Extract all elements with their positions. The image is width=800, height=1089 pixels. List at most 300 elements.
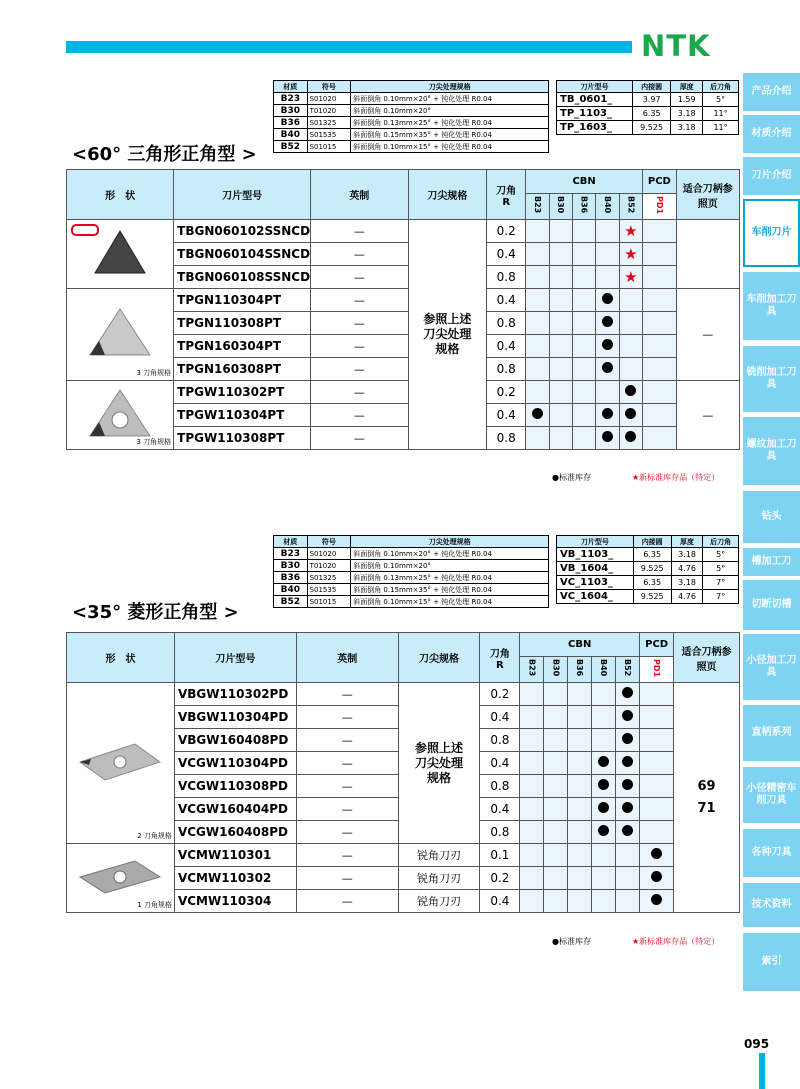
grade-availability [616,775,640,798]
header-grade [596,194,619,220]
header-grade [619,194,643,220]
grade-availability [619,358,643,381]
hand-value: — [296,821,398,844]
insert-model: TBGN060104SSNCD [174,243,311,266]
edge-cell: B30 [274,560,308,572]
grade-availability [572,312,595,335]
grade-availability [520,752,544,775]
corner-radius: 0.8 [487,312,526,335]
grade-availability [549,358,572,381]
header-radius-label: 刀角 [489,648,510,660]
pcd-availability [640,890,674,913]
ref-page-cell: — [676,381,739,450]
edge-cell: S01325 [307,572,351,584]
side-nav-item[interactable]: 刀片介绍 [743,157,800,195]
side-nav-item[interactable]: 技术资料 [743,883,800,927]
side-nav-item[interactable]: 产品介绍 [743,73,800,111]
header-model: 刀片型号 [174,633,296,683]
grade-availability [592,683,616,706]
side-nav-item[interactable]: 材质介绍 [743,115,800,153]
insert-shape-image [75,303,165,363]
header-spec: 刀尖规格 [398,633,480,683]
stock-dot-icon [598,825,609,836]
insert-model: VCMW110304 [174,890,296,913]
geo-cell: 6.35 [633,548,671,562]
hand-value: — [296,752,398,775]
edge-spec-reference [408,220,487,450]
grade-availability [520,890,544,913]
main-header-row [67,170,740,194]
side-nav-item[interactable]: 小径精密车削刀具 [743,767,800,823]
grade-availability [616,752,640,775]
corner-radius: 0.1 [480,844,520,867]
grade-availability [526,243,549,266]
stock-dot-icon [625,385,636,396]
corner-radius: 0.8 [487,266,526,289]
grade-availability [544,706,568,729]
header-grade [549,194,572,220]
header-radius-r: R [502,196,511,208]
stock-dot-icon [625,408,636,419]
grade-availability [526,381,549,404]
section1-heading: <60° 三角形正角型 > [72,144,257,165]
pcd-availability [640,867,674,890]
stock-dot-icon [622,710,633,721]
geo-cell: VB_1103_ [557,548,634,562]
grade-availability [616,729,640,752]
side-nav-item[interactable]: 车削刀片 [743,199,800,267]
edge-spec-reference [398,683,480,844]
hand-value: — [311,358,409,381]
grade-availability [592,752,616,775]
grade-availability [619,427,643,450]
corner-radius: 0.2 [480,867,520,890]
corner-radius: 0.2 [487,381,526,404]
geo-cell: 4.76 [671,562,703,576]
grade-availability [616,867,640,890]
header-pcd-grade [643,194,677,220]
grade-availability [596,335,619,358]
grade-availability [526,289,549,312]
corner-radius: 0.4 [480,798,520,821]
grade-availability [596,289,619,312]
edge-row [274,560,549,572]
insert-model: TPGW110302PT [174,381,311,404]
geo-header-row [557,536,739,548]
legend-new-2: ★新标准库存品（特定） [632,937,720,946]
edge-cell: 斜面倒角 0.10mm×15° + 钝化处理 R0.04 [351,141,549,153]
edge-cell: S01020 [307,93,351,105]
header-shape: 形 状 [67,633,175,683]
grade-availability [596,220,619,243]
insert-model: VBGW110304PD [174,706,296,729]
geo-cell: VB_1604_ [557,562,634,576]
grade-availability [568,844,592,867]
grade-availability [526,335,549,358]
header-ref-line1: 适合刀柄参 [681,646,732,658]
side-nav-item[interactable]: 螺纹加工刀具 [743,417,800,485]
edge-header-cell: 刀尖处理规格 [351,536,549,548]
insert-shape-image [75,384,165,444]
spec-line: 刀尖处理 [423,327,472,341]
spec-line: 参照上述 [423,312,472,326]
new-stock-star-icon: ★ [624,244,638,263]
edge-header-cell: 符号 [307,81,351,93]
grade-availability [572,243,595,266]
hand-value: — [311,312,409,335]
edge-spec-value: 锐角刀刃 [398,844,480,867]
grade-label: B40 [599,659,609,677]
grade-availability [520,729,544,752]
edge-row [274,548,549,560]
main-header-row [67,633,740,657]
edge-header-row [274,536,549,548]
geo-header-cell: 厚度 [671,81,703,93]
insert-shape-image [75,732,165,792]
stock-dot-icon [602,362,613,373]
geo-cell: 11° [703,107,739,121]
pcd-grade-label: PD1 [652,658,662,678]
grade-label: B40 [602,196,612,214]
edge-cell: B23 [274,548,308,560]
product-table-2 [66,632,740,913]
side-nav-item[interactable]: 各种刀具 [743,829,800,877]
page-number: 095 [744,1037,770,1051]
insert-shape-cell [67,844,175,913]
product-row [67,683,740,706]
edge-cell: 斜面倒角 0.15mm×35° + 钝化处理 R0.04 [351,129,549,141]
grade-availability [596,358,619,381]
grade-availability [592,890,616,913]
geo-cell: 9.525 [632,121,670,135]
edge-header-row [274,81,549,93]
stock-dot-icon [602,316,613,327]
ref-page: 69 [697,778,716,794]
grade-availability [572,266,595,289]
corner-radius: 0.4 [480,706,520,729]
edge-cell: 斜面倒角 0.10mm×20° + 钝化处理 R0.04 [351,548,549,560]
grade-availability [568,729,592,752]
grade-availability [544,844,568,867]
grade-availability [616,890,640,913]
product-row [67,844,740,867]
hand-value: — [311,220,409,243]
grade-availability [572,358,595,381]
stock-dot-icon [622,779,633,790]
shape-caption: 3 刀角规格 [136,438,172,446]
insert-shape-cell [67,220,174,289]
edge-row [274,105,549,117]
geo-cell: 9.525 [633,562,671,576]
grade-availability [572,220,595,243]
header-radius-r: R [496,659,504,671]
edge-cell: S01325 [307,117,351,129]
edge-row [274,572,549,584]
header-pcd: PCD [640,633,674,657]
pcd-availability [640,729,674,752]
grade-label: B52 [623,659,633,677]
edge-header-cell: 材质 [274,81,308,93]
grade-availability [592,867,616,890]
pcd-availability [643,404,677,427]
grade-availability [520,821,544,844]
pcd-availability [640,798,674,821]
side-nav-item[interactable]: 槽加工刀 [743,548,800,576]
insert-model: TBGN060108SSNCD [174,266,311,289]
grade-availability [568,706,592,729]
corner-radius: 0.8 [487,358,526,381]
edge-cell: T01020 [307,105,351,117]
grade-availability [526,312,549,335]
edge-row [274,129,549,141]
geo-cell: TP_1103_ [557,107,633,121]
corner-radius: 0.4 [480,890,520,913]
insert-shape-cell [67,683,175,844]
stock-dot-icon [622,802,633,813]
geo-header-cell: 刀片型号 [557,536,634,548]
header-hand: 英制 [296,633,398,683]
grade-availability [549,335,572,358]
header-cbn: CBN [526,170,643,194]
grade-availability [572,427,595,450]
grade-availability [568,798,592,821]
header-ref-page [674,633,740,683]
header-pcd-grade [640,657,674,683]
pcd-availability [643,358,677,381]
stock-dot-icon [602,293,613,304]
hand-value: — [296,729,398,752]
grade-availability [520,867,544,890]
stock-dot-icon [602,339,613,350]
grade-availability [549,266,572,289]
hand-value: — [311,266,409,289]
grade-availability [616,821,640,844]
side-nav-item[interactable]: 铣削加工刀具 [743,346,800,412]
grade-availability [572,335,595,358]
grade-availability [520,844,544,867]
insert-model: TPGN160308PT [174,358,311,381]
edge-cell: 斜面倒角 0.13mm×25° + 钝化处理 R0.04 [351,117,549,129]
brand-logo: NTK [641,29,711,63]
edge-header-cell: 材质 [274,536,308,548]
corner-radius: 0.2 [487,220,526,243]
grade-availability [572,404,595,427]
grade-availability [592,821,616,844]
geo-row [557,576,739,590]
edge-cell: S01535 [307,584,351,596]
geo-row [557,548,739,562]
edge-cell: B23 [274,93,308,105]
geo-cell: 6.35 [633,576,671,590]
geo-row [557,93,739,107]
geo-cell: 3.18 [671,576,703,590]
edge-spec-table-2 [273,535,549,608]
insert-model: TPGN160304PT [174,335,311,358]
spec-line: 规格 [435,342,460,356]
grade-availability [544,890,568,913]
pcd-availability [640,683,674,706]
geo-row [557,562,739,576]
side-nav-item[interactable]: 切断切槽 [743,580,800,630]
pcd-availability [643,427,677,450]
corner-radius: 0.8 [480,821,520,844]
pcd-availability [643,381,677,404]
ref-page-cell: — [676,289,739,381]
grade-availability [544,729,568,752]
header-grade [616,657,640,683]
hand-value: — [311,427,409,450]
side-nav-item[interactable]: 小径加工刀具 [743,634,800,700]
shape-caption: 2 刀角规格 [137,832,172,840]
corner-radius: 0.8 [480,729,520,752]
geo-header-cell: 后刀角 [703,81,739,93]
geo-cell: TP_1603_ [557,121,633,135]
grade-availability [520,706,544,729]
edge-spec-value: 锐角刀刃 [398,890,480,913]
new-stock-star-icon: ★ [624,221,638,240]
grade-availability [520,798,544,821]
geo-row [557,121,739,135]
geo-row [557,107,739,121]
hand-value: — [296,890,398,913]
geo-cell: 3.18 [671,107,703,121]
grade-availability [619,404,643,427]
geo-cell: 3.18 [671,121,703,135]
section2-heading: <35° 菱形正角型 > [72,602,239,623]
insert-model: TPGW110308PT [174,427,311,450]
insert-model: VCGW160408PD [174,821,296,844]
stock-dot-icon [598,756,609,767]
grade-availability [526,358,549,381]
header-ref-line1: 适合刀柄参 [682,183,733,195]
header-model: 刀片型号 [174,170,311,220]
geometry-table-2 [556,535,739,604]
header-grade [592,657,616,683]
insert-model: TBGN060102SSNCD [174,220,311,243]
grade-availability [549,289,572,312]
geo-cell: 6.35 [632,107,670,121]
grade-availability [568,683,592,706]
header-radius-label: 刀角 [496,185,517,197]
legend-standard-1: ●标准库存 [552,473,591,482]
header-grade [526,194,549,220]
edge-cell: S01015 [307,141,351,153]
edge-header-cell: 符号 [307,536,351,548]
grade-label: B23 [527,659,537,677]
product-row [67,220,740,243]
hand-value: — [296,683,398,706]
edge-cell: 斜面倒角 0.15mm×35° + 钝化处理 R0.04 [351,584,549,596]
grade-availability [572,289,595,312]
header-cbn: CBN [520,633,640,657]
corner-radius: 0.4 [487,289,526,312]
corner-radius: 0.4 [487,335,526,358]
insert-model: TPGN110304PT [174,289,311,312]
corner-radius: 0.2 [480,683,520,706]
grade-availability [549,312,572,335]
grade-availability [592,729,616,752]
header-accent-bar [66,41,632,53]
header-ref-page [676,170,739,220]
grade-availability [520,775,544,798]
side-nav-item[interactable]: 直柄系列 [743,705,800,761]
grade-availability [596,404,619,427]
corner-radius: 0.8 [487,427,526,450]
grade-availability [619,220,643,243]
grade-availability [526,266,549,289]
stock-dot-icon [651,848,662,859]
hand-value: — [311,335,409,358]
stock-dot-icon [651,871,662,882]
grade-availability [596,243,619,266]
geo-header-cell: 内接圆 [633,536,671,548]
header-radius [480,633,520,683]
grade-availability [592,798,616,821]
grade-availability [616,683,640,706]
grade-label: B30 [556,196,566,214]
grade-availability [619,289,643,312]
legend-standard-2: ●标准库存 [552,937,591,946]
grade-availability [526,427,549,450]
edge-cell: S01535 [307,129,351,141]
insert-model: VCMW110301 [174,844,296,867]
pcd-availability [640,821,674,844]
corner-radius: 0.4 [487,404,526,427]
grade-availability [549,427,572,450]
edge-cell: B52 [274,141,308,153]
edge-cell: 斜面倒角 0.10mm×15° + 钝化处理 R0.04 [351,596,549,608]
header-ref-line2: 照页 [696,661,717,673]
page-number-bar [759,1053,765,1089]
grade-availability [592,775,616,798]
pcd-availability [643,266,677,289]
pcd-availability [643,243,677,266]
insert-shape-cell [67,289,174,381]
geo-cell: TB_0601_ [557,93,633,107]
grade-availability [549,243,572,266]
edge-spec-value: 锐角刀刃 [398,867,480,890]
side-nav-item[interactable]: 钻头 [743,491,800,543]
geo-cell: 5° [703,562,739,576]
header-radius [487,170,526,220]
hand-value: — [296,798,398,821]
ref-page-cell [676,220,739,289]
edge-cell: 斜面倒角 0.10mm×20° [351,105,549,117]
side-nav-item[interactable]: 车削加工刀具 [743,272,800,340]
geo-header-cell: 内接圆 [632,81,670,93]
grade-availability [549,404,572,427]
grade-availability [544,752,568,775]
pcd-availability [640,775,674,798]
edge-cell: B52 [274,596,308,608]
spec-line: 刀尖处理 [415,755,464,770]
grade-availability [568,821,592,844]
header-grade [568,657,592,683]
edge-cell: T01020 [307,560,351,572]
stock-dot-icon [625,431,636,442]
hand-value: — [311,404,409,427]
pcd-availability [643,312,677,335]
insert-model: VCGW160404PD [174,798,296,821]
geo-cell: VC_1103_ [557,576,634,590]
geo-cell: 9.525 [633,590,671,604]
grade-availability [544,798,568,821]
grade-availability [619,312,643,335]
grade-label: B23 [532,196,542,214]
ref-page-cell [674,683,740,913]
side-nav-item[interactable]: 索引 [743,933,800,991]
corner-radius: 0.4 [487,243,526,266]
